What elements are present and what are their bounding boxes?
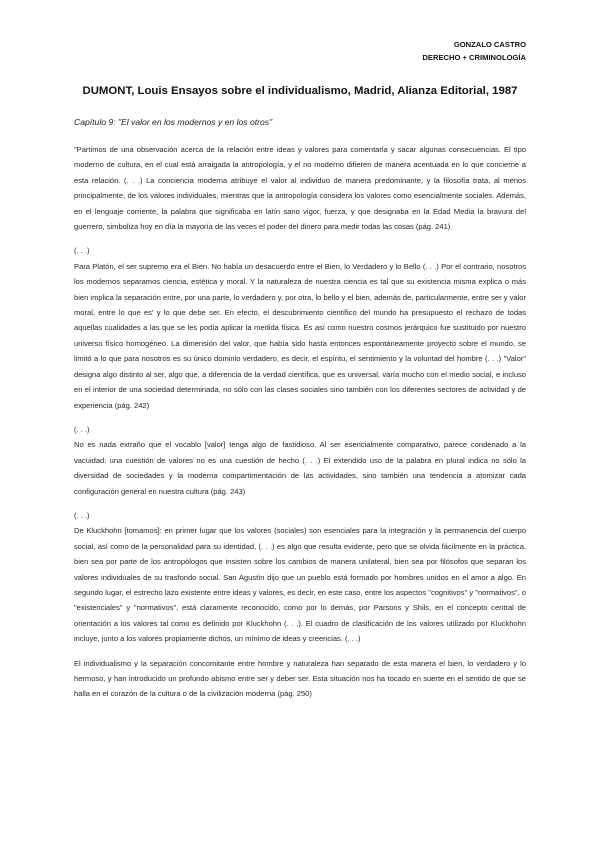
paragraph-5: El individualismo y la separación concomitante entre hombre y naturaleza han separado de esta manera el bien, lo verdadero y lo hermoso, y han introducido un profundo abismo entre ser y deber ser. Esta situación nos ha tocado en suerte en el sentido de que se halla en el corazón de la cultura o de la civilización moderna (pág. 250) xyxy=(74,658,526,699)
ellipsis-marker-3: (. . .) xyxy=(74,510,90,520)
ellipsis-marker-2: (. . .) xyxy=(74,424,90,434)
author-name: GONZALO CASTRO xyxy=(453,40,526,49)
document-body xyxy=(74,142,526,702)
chapter-heading: Capítulo 9: "El valor en los modernos y en los otros" xyxy=(74,117,273,127)
ellipsis-marker-1: (. . .) xyxy=(74,246,90,256)
paragraph-1: "Partimos de una observación acerca de la relación entre ideas y valores para comentarla y sacar algunas consecuencias. El tipo moderno de cultura, en el cual está arraigada la antropología, y el no moderno difieren de manera acentuada en lo que concierne a esta relación. (. . .) La conciencia moderna atribuye el valor al individuo de manera predominante, y la filosofía trata, al menos principalmente, de los valores individuales, mientras que la antropología considera los valores como esencialmente sociales. Además, en el lenguaje corriente, la palabra que significaba en latín sano vigor, fuerza, y que designaba en la Edad Media la bravura del guerrero, simboliza hoy en día la mayoría de las veces el poder del dinero para medir todas las cosas (pág. 241) xyxy=(74,145,526,232)
paragraph-2: Para Platón, el ser supremo era el Bien. No había un desacuerdo entre el Bien, lo Verdadero y lo Bello (. . .) Por el contrario, nosotros los modernos separamos ciencia, estética y moral. Y la naturaleza de nuestra ciencia es tal que su existencia misma explica o más bien implica la separación entre, por una parte, lo verdadero y, por otra, lo bello y el bien, además de, particularmente, entre ser y valor moral, entre lo que es' y lo que debe ser. En efecto, el descubrimiento científico del mundo ha presupuesto el rechazo de todas aquellas cualidades a las que se les podía aplicar la medida física. Es así como nuestro cosmos jerárquico fue sustituido por nuestro universo físico homogéneo. La dimensión del valor, que había sido hasta entonces espontáneamente proyecto sobre el mundo, se limitó a lo que para nosotros es su único dominio verdadero, es decir, el espíritu, el sentimiento y la voluntad del hombre (. . .) "Valor" designa algo distinto al ser, algo que, a diferencia de la verdad científica, que es universal, varía mucho con el medio social, e incluso en el interior de una sociedad determinada, no sólo con las clases sociales sino también con los diferentes sectores de actividad y de experiencia (pág. 242) xyxy=(74,261,526,410)
document-title: DUMONT, Louis Ensayos sobre el individualismo, Madrid, Alianza Editorial, 1987 xyxy=(82,85,518,97)
paragraph-4: De Kluckhohn [tomamos]: en primer lugar que los valores (sociales) son esenciales para la integración y la permanencia del cuerpo social, así como de la personalidad para su identidad, (. . .) es algo que resulta evidente, pero que se olvida fácilmente en la práctica, bien sea por parte de los antropólogos que insisten sobre los cambios de manera unilateral, bien sea por filósofos que separan los valores individuales de su trasfondo social. San Agustín dijo que un pueblo está formado por hombres unidos en el amor a algo. En segundo lugar, el estrecho lazo existente entre ideas y valores, es decir, en este caso, entre los aspectos "cognitivos" y "normativos", o "existenciales" y "normativos", está claramente reconocido, como por lo demás, por Parsons y Shils, en el concepto central de orientación a los valores tal como es definido por Kluckhohn (. . .). El cuadro de clasificación de los valores utilizado por Kluckhohn incluye, junto a los valores propiamente dichos, un mínimo de ideas y creencias. (. . .) xyxy=(74,526,526,644)
page-header xyxy=(422,38,526,64)
paragraph-3: No es nada extraño que el vocablo [valor] tenga algo de fastidioso. Al ser esencialmente comparativo, parece condenado a la vacuidad: una cuestión de valores no es una cuestión de hecho (. . .) El extendido uso de la palabra en plural indica no sólo la diversidad de sociedades y la moderna compartimentación de las actividades, sino también una tendencia a atomizar cada configuración general en nuestra cultura (pág. 243) xyxy=(74,440,526,496)
course-name: DERECHO + CRIMINOLOGÍA xyxy=(422,53,526,62)
